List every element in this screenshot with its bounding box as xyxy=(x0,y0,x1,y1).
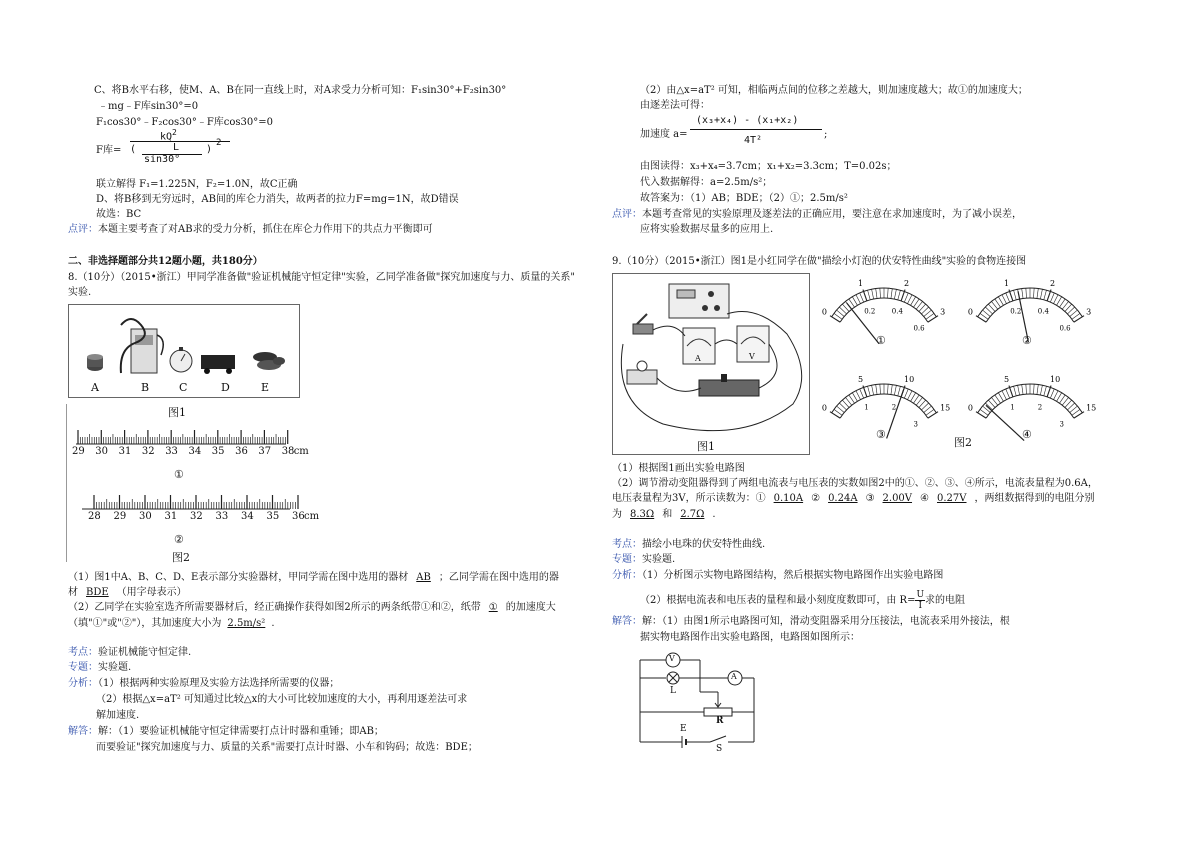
meter-tick xyxy=(1067,403,1074,410)
meter-tick xyxy=(991,301,997,309)
ruler-number: 33 xyxy=(165,446,178,457)
meter-scale-label: 10 xyxy=(1050,374,1061,384)
meter-scale-label: 3 xyxy=(1086,307,1092,317)
meter-tick xyxy=(872,385,874,395)
meter-tick xyxy=(1044,290,1047,300)
q8-answer-accel: 2.5m/s² xyxy=(227,618,266,629)
circuit-schematic xyxy=(636,652,776,752)
r-fx-1: （1）分析图示实物电路图结构，然后根据实物电路图作出实验电路图 xyxy=(642,570,944,581)
meter-tick xyxy=(1054,295,1059,304)
meter-tick xyxy=(834,409,842,415)
meter-tick xyxy=(995,395,1001,403)
solution-line-c2: ﹣mg﹣F库sin30°=0 xyxy=(98,101,199,112)
fig1-letter-b: B xyxy=(141,381,150,394)
meter-tick xyxy=(1057,393,1062,402)
meter-tick xyxy=(916,397,922,405)
meter-tick xyxy=(983,310,991,316)
meter-subscale-label: 1 xyxy=(864,403,869,412)
meter-tick xyxy=(1062,397,1068,405)
meter-subscale-label: 0.2 xyxy=(1010,307,1022,316)
fx-3: 解加速度. xyxy=(96,710,140,721)
ruler-unit: cm xyxy=(293,446,309,457)
q8-p2-c: （填"①"或"②"），其加速度大小为 xyxy=(68,618,222,629)
q9-sym-2: ② xyxy=(811,493,821,504)
circuit-label-r: R xyxy=(716,716,724,726)
r-fx-label: 分析： xyxy=(612,570,642,581)
r-jd-1: 解：（1）由图1所示电路图可知，滑动变阻器采用分压接法，电流表采用外接法，根 xyxy=(642,616,1010,627)
fig1-letter-d: D xyxy=(221,381,230,394)
meter-tick xyxy=(921,307,928,314)
ruler-number: 30 xyxy=(95,446,109,457)
meter-tick xyxy=(924,310,932,316)
meter-tick xyxy=(1067,307,1074,314)
ui-fraction xyxy=(915,590,925,611)
meter-tick xyxy=(880,288,881,298)
jd-label: 解答： xyxy=(68,726,98,737)
meter-scale-label: 1 xyxy=(857,278,864,288)
meter-tick xyxy=(842,400,849,407)
kd-text: 验证机械能守恒定律. xyxy=(98,647,192,658)
meter-tick xyxy=(998,297,1003,306)
formula-lhs: F库= xyxy=(96,145,122,156)
meter-tick xyxy=(880,384,881,394)
ruler-number: 34 xyxy=(241,511,254,522)
r-jd-2: 据实物电路图作出实验电路图，电路图如图所示： xyxy=(640,632,860,643)
solution-line-solve: 联立解得 F₁=1.225N，F₂=1.0N，故C正确 xyxy=(96,179,298,190)
solution-line-c3: F₁cos30°﹣F₂cos30°﹣F库cos30°=0 xyxy=(96,117,274,128)
solution-line-choice: 故选：BC xyxy=(96,209,142,220)
q8-p2-b: 的加速度大 xyxy=(505,602,556,613)
r-top-5: 故答案为：（1）AB；BDE；（2）①；2.5m/s² xyxy=(640,193,848,204)
r-fx-2a: （2）根据电流表和电压表的量程和最小刻度度数即可，由 R= xyxy=(640,595,916,606)
meter-tick xyxy=(1057,297,1062,306)
ruler2-ticks xyxy=(80,489,310,511)
meter-tick xyxy=(839,307,846,314)
q9-fig2-meters xyxy=(821,270,1114,458)
r-zt-label: 专题： xyxy=(612,554,642,565)
fig1-letter-c: C xyxy=(179,381,188,394)
meter-tick xyxy=(876,385,877,395)
r-review-1: 本题考查常见的实验原理及逐差法的正确应用，要注意在求加速度时，为了减小误差， xyxy=(642,209,1022,220)
formula-num: kQ xyxy=(160,131,173,143)
meter-tick xyxy=(1026,288,1027,298)
zt-label: 专题： xyxy=(68,662,98,673)
meter-needle xyxy=(986,405,1024,440)
tape-ruler-2 xyxy=(80,489,320,529)
meter-tick xyxy=(839,403,846,410)
meter-tick xyxy=(991,397,997,405)
meter-tick xyxy=(916,301,922,309)
meter-scale-label: 15 xyxy=(1086,403,1097,413)
ruler1-mark: ① xyxy=(174,468,184,481)
q9-p1: （1）根据图1画出实验电路图 xyxy=(612,463,745,474)
meter-scale-label: 2 xyxy=(904,278,910,288)
meter-tick xyxy=(1006,389,1010,398)
ruler-number: 29 xyxy=(72,446,85,457)
meter-tick xyxy=(856,391,861,400)
accel-suffix: ; xyxy=(824,129,828,140)
ruler1-ticks xyxy=(74,424,304,446)
meter-tick xyxy=(998,393,1003,402)
meter-tick xyxy=(988,400,995,407)
q9-answer-5: 8.3Ω xyxy=(630,509,655,520)
fig1-caption: 图1 xyxy=(168,406,186,419)
meter-tick xyxy=(921,403,928,410)
fraction-u: U xyxy=(916,590,925,600)
meter-tick xyxy=(849,395,855,403)
coulomb-formula xyxy=(130,128,240,168)
ruler-number: 31 xyxy=(118,446,132,457)
q9-answer-2: 0.24A xyxy=(828,493,858,504)
meter-tick xyxy=(887,384,888,394)
q8-p1-c: 材 xyxy=(68,587,78,598)
q9-fig1-caption: 图1 xyxy=(697,440,715,453)
meter-tick xyxy=(845,397,851,405)
ruler-number: 31 xyxy=(164,511,178,522)
meter-tick xyxy=(908,391,913,400)
q9-answer-3: 2.00V xyxy=(882,493,913,504)
q9-end: . xyxy=(712,509,716,520)
meter-tick xyxy=(1072,313,1080,319)
circuit-label-l: L xyxy=(670,686,676,696)
r-jd-label: 解答： xyxy=(612,616,642,627)
meter-tick xyxy=(924,406,932,412)
meter-tick xyxy=(980,409,988,415)
meter-tick xyxy=(1044,386,1047,396)
meter-tick xyxy=(913,395,919,403)
meter-arc xyxy=(986,394,1074,418)
r-kd-text: 描绘小电珠的伏安特性曲线. xyxy=(642,539,766,550)
section-title: 二、非选择题部分共12题小题，共180分） xyxy=(68,256,263,267)
q9-fig1-setup xyxy=(612,273,810,455)
meter-subscale-label: 0.4 xyxy=(891,307,903,316)
q9-p2-a: （2）调节滑动变阻器得到了两组电流表与电压表的实数如图2中的①、②、③、④所示，电流表量程为0.6A， xyxy=(612,478,1098,489)
meter-subscale-label: 0.6 xyxy=(1059,324,1071,333)
meter-scale-label: 15 xyxy=(940,403,951,413)
meter-tick xyxy=(1037,289,1038,299)
meter-label-3: ③ xyxy=(876,428,886,441)
meter-scale-label: 2 xyxy=(1050,278,1056,288)
meter-tick xyxy=(868,386,871,396)
meter-tick xyxy=(891,385,892,395)
ruler-number: 32 xyxy=(141,446,155,457)
ruler-number: 36 xyxy=(235,446,248,457)
meter-tick xyxy=(860,389,864,398)
kd-label: 考点： xyxy=(68,647,98,658)
ruler-number: 38 xyxy=(281,446,295,457)
q9-answer-1: 0.10A xyxy=(773,493,804,504)
accel-bar xyxy=(690,129,822,130)
jd-2: 而要验证"探究加速度与力、质量的关系"需要打点计时器、小车和钩码；故选：BDE； xyxy=(96,742,478,753)
meter-tick xyxy=(852,393,857,402)
q9-answer-4: 0.27V xyxy=(937,493,967,504)
ruler-number: 34 xyxy=(188,446,202,457)
fig1-equipment-photo xyxy=(68,304,300,398)
q9-title: 9.（10分）（2015•浙江）图1是小红同学在做"描绘小灯泡的伏安特性曲线"实验的食物连接图 xyxy=(612,256,1027,267)
r-kd-label: 考点： xyxy=(612,539,642,550)
meter-tick xyxy=(1033,384,1034,394)
q9-sym-3: ③ xyxy=(865,493,875,504)
meter-scale-label: 10 xyxy=(904,374,915,384)
meter-tick xyxy=(1050,389,1054,398)
ruler-number: 30 xyxy=(139,511,152,522)
meter-tick xyxy=(904,389,908,398)
q9-fig2-caption: 图2 xyxy=(954,436,972,449)
ruler-number: 28 xyxy=(88,511,101,522)
meter-subscale-label: 0.6 xyxy=(913,324,925,333)
meter-tick xyxy=(1014,290,1017,300)
review-text: 本题主要考查了对AB求的受力分析，抓住在库仑力作用下的共点力平衡即可 xyxy=(98,224,433,235)
meter-tick xyxy=(1018,385,1020,395)
q9-p2-b: 电压表量程为3V，所示读数为：① xyxy=(612,493,766,504)
formula-den-bot: sin30° xyxy=(144,154,181,165)
ammeter-label: A xyxy=(695,354,701,363)
formula-den-top: L xyxy=(172,142,180,153)
accel-prefix: 加速度 a= xyxy=(640,129,688,140)
meter-tick xyxy=(988,304,995,311)
formula-open: ( xyxy=(130,144,137,155)
figure-frame-line xyxy=(66,404,67,562)
r-top-2: 由逐差法可得： xyxy=(640,100,710,111)
meter-tick xyxy=(904,293,908,302)
meter-tick xyxy=(837,406,845,412)
q8-line2: 实验. xyxy=(68,287,92,298)
solution-line-c: C、将B水平右移，使M、A、B在同一直线上时，对A求受力分析可知：F₁sin30°+F₂sin30° xyxy=(94,85,507,96)
meter-tick xyxy=(1014,386,1017,396)
ruler-number: 32 xyxy=(190,511,203,522)
meter-tick xyxy=(1065,400,1072,407)
meter-tick xyxy=(919,400,926,407)
zt-text: 实验题. xyxy=(98,662,132,673)
q8-p2-a: （2）乙同学在实验室选齐所需要器材后，经正确操作获得如图2所示的两条纸带①和②，纸带 xyxy=(68,602,481,613)
meter-tick xyxy=(985,307,992,314)
meter-tick xyxy=(1059,395,1065,403)
meter-tick xyxy=(1033,288,1034,298)
q8-p1-a: （1）图1中A、B、C、D、E表示部分实验器材，甲同学需在图中选用的器材 xyxy=(68,572,409,583)
meter-tick xyxy=(911,393,916,402)
meter-tick xyxy=(891,289,892,299)
fraction-i: I xyxy=(918,601,923,611)
meter-subscale-label: 3 xyxy=(1059,420,1064,429)
meter-tick xyxy=(860,293,864,302)
fig1-letter-e: E xyxy=(261,381,270,394)
meter-tick xyxy=(887,288,888,298)
meter-tick xyxy=(1070,310,1078,316)
meter-tick xyxy=(1026,384,1027,394)
q8-p1-b: ；乙同学需在图中选用的器 xyxy=(438,572,559,583)
jd-1: 解：（1）要验证机械能守恒定律需要打点计时器和重锤；即AB； xyxy=(98,726,384,737)
meter-subscale-label: 2 xyxy=(1037,403,1043,412)
meter-label-1: ① xyxy=(876,334,886,347)
q8-answer-tape: ① xyxy=(488,602,498,613)
circuit-diagram xyxy=(636,652,776,752)
meter-scale-label: 3 xyxy=(940,307,946,317)
meter-tick xyxy=(1062,301,1068,309)
meter-tick xyxy=(894,385,896,395)
q9-and: 和 xyxy=(662,509,673,520)
q9-p2-c: ，两组数据得到的电阻分别 xyxy=(974,493,1095,504)
ruler2-mark: ② xyxy=(174,533,184,546)
meter-tick xyxy=(1054,391,1059,400)
fx-2: （2）根据△x=aT² 可知通过比较△x的大小可比较加速度的大小，再利用逐差法可求 xyxy=(96,694,468,705)
ruler-number: 35 xyxy=(211,446,225,457)
meter-subscale-label: 0.4 xyxy=(1037,307,1049,316)
meter-tick xyxy=(1072,409,1080,415)
meter-arc xyxy=(840,394,928,418)
q8-line1: 8.（10分）（2015•浙江）甲同学准备做"验证机械能守恒定律"实验，乙同学准备做"探究加速度与力、质量的关系" xyxy=(68,272,576,283)
q8-p1-d: （用字母表示） xyxy=(116,587,187,598)
accel-formula xyxy=(640,114,880,152)
q8-answer-ab: AB xyxy=(416,572,431,583)
circuit-label-a: A xyxy=(731,672,737,681)
r-review-2: 应将实验数据尽量多的应用上. xyxy=(640,224,774,235)
meter-scale-label: 0 xyxy=(821,403,827,413)
meter-scale-label: 5 xyxy=(1003,374,1010,384)
meter-tick xyxy=(837,310,845,316)
tape-ruler-1 xyxy=(72,424,309,464)
review-label: 点评： xyxy=(68,224,98,235)
q8-answer-bde: BDE xyxy=(86,587,109,598)
meter-tick xyxy=(1050,293,1054,302)
meter-tick xyxy=(995,299,1001,307)
meter-tick xyxy=(898,386,901,396)
meter-tick xyxy=(1006,293,1010,302)
r-review-label: 点评： xyxy=(612,209,642,220)
fx-1: （1）根据两种实验原理及实验方法选择所需要的仪器； xyxy=(98,678,340,689)
meter-tick xyxy=(1022,385,1023,395)
meter-tick xyxy=(980,313,988,319)
q8-p2-d: . xyxy=(271,618,275,629)
meter-label-4: ④ xyxy=(1022,428,1032,441)
meter-scale-label: 0 xyxy=(821,307,827,317)
meter-tick xyxy=(1040,289,1042,299)
r-top-3: 由图读得：x₃+x₄=3.7cm；x₁+x₂=3.3cm；T=0.02s； xyxy=(640,161,897,172)
meter-scale-label: 1 xyxy=(1003,278,1010,288)
meter-tick xyxy=(868,290,871,300)
meter-arc xyxy=(986,298,1074,322)
meter-dials xyxy=(821,270,1114,458)
circuit-label-v: V xyxy=(669,654,675,663)
meter-tick xyxy=(1002,295,1007,304)
meter-tick xyxy=(852,297,857,306)
r-zt-text: 实验题. xyxy=(642,554,676,565)
accel-numerator: (x₃+x₄) - (x₁+x₂) xyxy=(696,115,799,126)
r-top-1: （2）由△x=aT² 可知，相临两点间的位移之差越大，则加速度越大；故①的加速度大； xyxy=(640,85,1028,96)
meter-tick xyxy=(876,289,877,299)
formula-close: ) xyxy=(206,144,213,155)
voltmeter-label: V xyxy=(749,352,755,361)
circuit-label-e: E xyxy=(680,724,687,734)
meter-arc xyxy=(840,298,928,322)
q9-answer-6: 2.7Ω xyxy=(680,509,705,520)
meter-tick xyxy=(1022,289,1023,299)
solution-line-d: D、将B移到无穷远时，AB间的库仑力消失，故两者的拉力F=mg=1N，故D错误 xyxy=(96,194,459,205)
meter-tick xyxy=(1070,406,1078,412)
meter-tick xyxy=(834,313,842,319)
ruler-number: 33 xyxy=(215,511,229,522)
meter-subscale-label: 3 xyxy=(913,420,918,429)
meter-tick xyxy=(983,406,991,412)
q9-p2-d: 为 xyxy=(612,509,622,520)
ruler-unit: cm xyxy=(304,511,320,522)
formula-num-exp: 2 xyxy=(172,128,177,137)
circuit-apparatus-illustration xyxy=(613,274,809,454)
meter-tick xyxy=(908,295,913,304)
meter-tick xyxy=(919,304,926,311)
meter-subscale-label: 2 xyxy=(891,403,897,412)
r-fx-2b: 求的电阻 xyxy=(925,595,966,606)
fig2-caption: 图2 xyxy=(172,551,190,564)
meter-scale-label: 0 xyxy=(967,403,973,413)
meter-tick xyxy=(1059,299,1065,307)
q9-sym-4: ④ xyxy=(920,493,929,504)
meter-label-2: ② xyxy=(1022,334,1032,347)
meter-scale-label: 5 xyxy=(857,374,864,384)
ruler-number: 37 xyxy=(258,446,272,457)
meter-tick xyxy=(872,289,874,299)
meter-subscale-label: 1 xyxy=(1010,403,1015,412)
meter-tick xyxy=(1065,304,1072,311)
meter-tick xyxy=(911,297,916,306)
meter-tick xyxy=(856,295,861,304)
meter-tick xyxy=(913,299,919,307)
fx-label: 分析： xyxy=(68,678,98,689)
meter-tick xyxy=(898,290,901,300)
meter-tick xyxy=(894,289,896,299)
ruler-number: 36 xyxy=(292,511,305,522)
formula-den-exp: 2 xyxy=(216,138,222,148)
r-top-4: 代入数据解得：a=2.5m/s²； xyxy=(640,177,773,188)
meter-scale-label: 0 xyxy=(967,307,973,317)
accel-denominator: 4T² xyxy=(744,135,763,146)
meter-tick xyxy=(926,313,934,319)
meter-tick xyxy=(1040,385,1042,395)
ruler-number: 35 xyxy=(266,511,280,522)
fig1-letter-a: A xyxy=(91,381,99,394)
ruler-number: 29 xyxy=(113,511,127,522)
meter-tick xyxy=(926,409,934,415)
meter-tick xyxy=(1037,385,1038,395)
circuit-label-s: S xyxy=(716,744,723,754)
meter-subscale-label: 0.2 xyxy=(864,307,876,316)
meter-tick xyxy=(1002,391,1007,400)
meter-needle xyxy=(887,389,904,438)
